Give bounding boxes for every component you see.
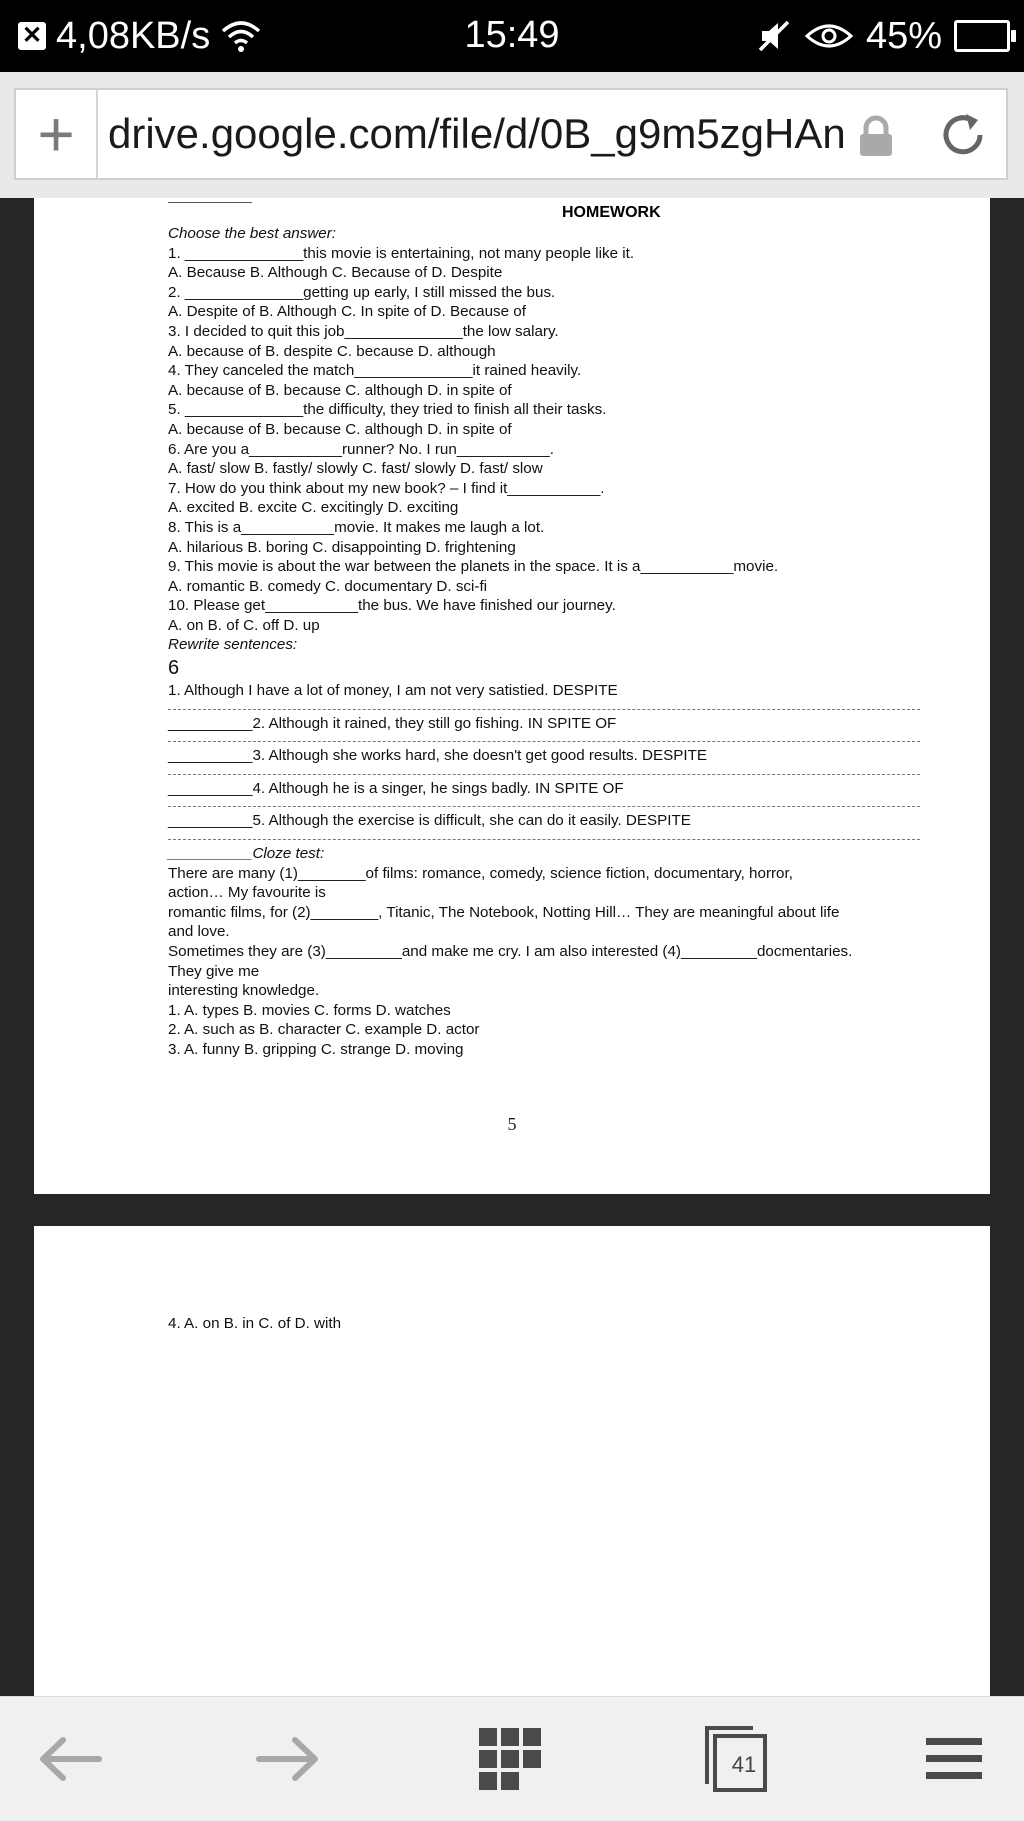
- browser-toolbar: [0, 72, 1024, 198]
- cloze-line: There are many (1)________of films: romance, comedy, science fiction, documentary, horror,: [168, 864, 793, 882]
- rewrite-line: __________5. Although the exercise is difficult, she can do it easily. DESPITE: [168, 812, 691, 830]
- menu-icon: [924, 1734, 984, 1784]
- section-heading-choose: Choose the best answer:: [168, 225, 337, 242]
- cloze-line: romantic films, for (2)________, Titanic, The Notebook, Notting Hill… They are meaningful about life: [168, 903, 840, 921]
- question-line: 6. Are you a___________runner? No. I run___________.: [168, 440, 554, 458]
- question-line: A. on B. of C. off D. up: [168, 616, 320, 634]
- question-line: A. Despite of B. Although C. In spite of D. Because of: [168, 303, 526, 321]
- rewrite-line: __________4. Although he is a singer, he sings badly. IN SPITE OF: [168, 779, 624, 797]
- network-speed: 4,08KB/s: [56, 14, 211, 57]
- section-number: 6: [168, 657, 180, 680]
- answer-line: [168, 709, 920, 710]
- question-line: A. excited B. excite C. excitingly D. exciting: [168, 499, 459, 517]
- url-text[interactable]: drive.google.com/file/d/0B_g9m5zgHAn: [108, 110, 846, 157]
- cloze-options: [168, 1001, 968, 1060]
- cloze-line: They give me: [168, 962, 260, 980]
- eye-icon: [804, 21, 854, 51]
- rewrite-line: __________2. Although it rained, they still go fishing. IN SPITE OF: [168, 714, 617, 732]
- cloze-line: Sometimes they are (3)_________and make me cry. I am also interested (4)_________docmentaries.: [168, 943, 853, 960]
- grid-button[interactable]: [440, 1697, 580, 1821]
- document-title: HOMEWORK: [562, 204, 661, 221]
- question-line: 9. This movie is about the war between the planets in the space. It is a___________movie.: [168, 558, 779, 576]
- question-line: 4. They canceled the match______________it rained heavily.: [168, 362, 582, 380]
- cloze-text: [168, 864, 968, 1001]
- question-line: 5. ______________the difficulty, they tried to finish all their tasks.: [168, 401, 607, 419]
- rewrite-line: 1. Although I have a lot of money, I am not very satistied. DESPITE: [168, 682, 618, 700]
- answer-line: [168, 741, 920, 742]
- mute-icon: [756, 18, 792, 54]
- document-page-1: [34, 198, 990, 1194]
- menu-button[interactable]: [884, 1697, 1024, 1821]
- tabs-icon: [703, 1724, 769, 1794]
- question-line: 3. I decided to quit this job______________the low salary.: [168, 322, 559, 340]
- bottom-navigation: [0, 1696, 1024, 1821]
- cloze-heading: __________Cloze test:: [168, 845, 325, 863]
- answer-line: [168, 839, 920, 840]
- question-line: 7. How do you think about my new book? – I find it___________.: [168, 479, 605, 497]
- status-time: 15:49: [464, 14, 560, 56]
- cloze-line: and love.: [168, 923, 230, 941]
- reload-icon[interactable]: [936, 108, 990, 162]
- back-arrow-icon: [35, 1734, 105, 1784]
- question-line: A. because of B. because C. although D. in spite of: [168, 381, 512, 399]
- cloze-option: 2. A. such as B. character C. example D. actor: [168, 1021, 480, 1039]
- question-line: A. Because B. Although C. Because of D. Despite: [168, 264, 503, 282]
- close-box-icon: ✕: [18, 22, 46, 50]
- cloze-option: 3. A. funny B. gripping C. strange D. moving: [168, 1040, 464, 1058]
- back-button[interactable]: [0, 1697, 140, 1821]
- question-line: A. hilarious B. boring C. disappointing D. frightening: [168, 538, 516, 556]
- question-line: A. fast/ slow B. fastly/ slowly C. fast/ slowly D. fast/ slow: [168, 460, 543, 478]
- answer-line: [168, 806, 920, 807]
- forward-arrow-icon: [253, 1734, 323, 1784]
- question-line: 8. This is a___________movie. It makes me laugh a lot.: [168, 518, 545, 536]
- cloze-line: action… My favourite is: [168, 884, 326, 902]
- tabs-button[interactable]: [666, 1697, 806, 1821]
- tab-count: 41: [731, 1752, 757, 1777]
- page-number: 5: [507, 1114, 517, 1134]
- question-line: 4. A. on B. in C. of D. with: [168, 1315, 342, 1332]
- question-line: 2. ______________getting up early, I still missed the bus.: [168, 283, 556, 301]
- section-heading-rewrite: Rewrite sentences:: [168, 636, 298, 654]
- battery-percent: 45%: [865, 14, 942, 57]
- cloze-option: 1. A. types B. movies C. forms D. watches: [168, 1001, 451, 1019]
- cloze-line: interesting knowledge.: [168, 982, 320, 1000]
- forward-button[interactable]: [218, 1697, 358, 1821]
- question-line: A. because of B. because C. although D. in spite of: [168, 420, 512, 438]
- lock-icon: [854, 114, 898, 158]
- address-bar[interactable]: [14, 88, 1008, 180]
- document-content: [168, 224, 968, 1060]
- document-page-2: [34, 1226, 990, 1696]
- top-rule: [168, 202, 252, 203]
- question-line: A. because of B. despite C. because D. although: [168, 342, 496, 360]
- status-right: [756, 14, 1010, 58]
- grid-icon: [477, 1726, 543, 1792]
- question-line: A. romantic B. comedy C. documentary D. sci-fi: [168, 577, 488, 595]
- question-line: 10. Please get___________the bus. We have finished our journey.: [168, 597, 616, 615]
- rewrite-list: [168, 681, 968, 840]
- rewrite-line: __________3. Although she works hard, she doesn't get good results. DESPITE: [168, 747, 708, 765]
- question-list: [168, 244, 968, 636]
- answer-line: [168, 774, 920, 775]
- status-bar: [0, 0, 1024, 72]
- question-line: 1. ______________this movie is entertaining, not many people like it.: [168, 244, 635, 262]
- new-tab-button[interactable]: +: [16, 90, 98, 178]
- battery-icon: [954, 20, 1010, 52]
